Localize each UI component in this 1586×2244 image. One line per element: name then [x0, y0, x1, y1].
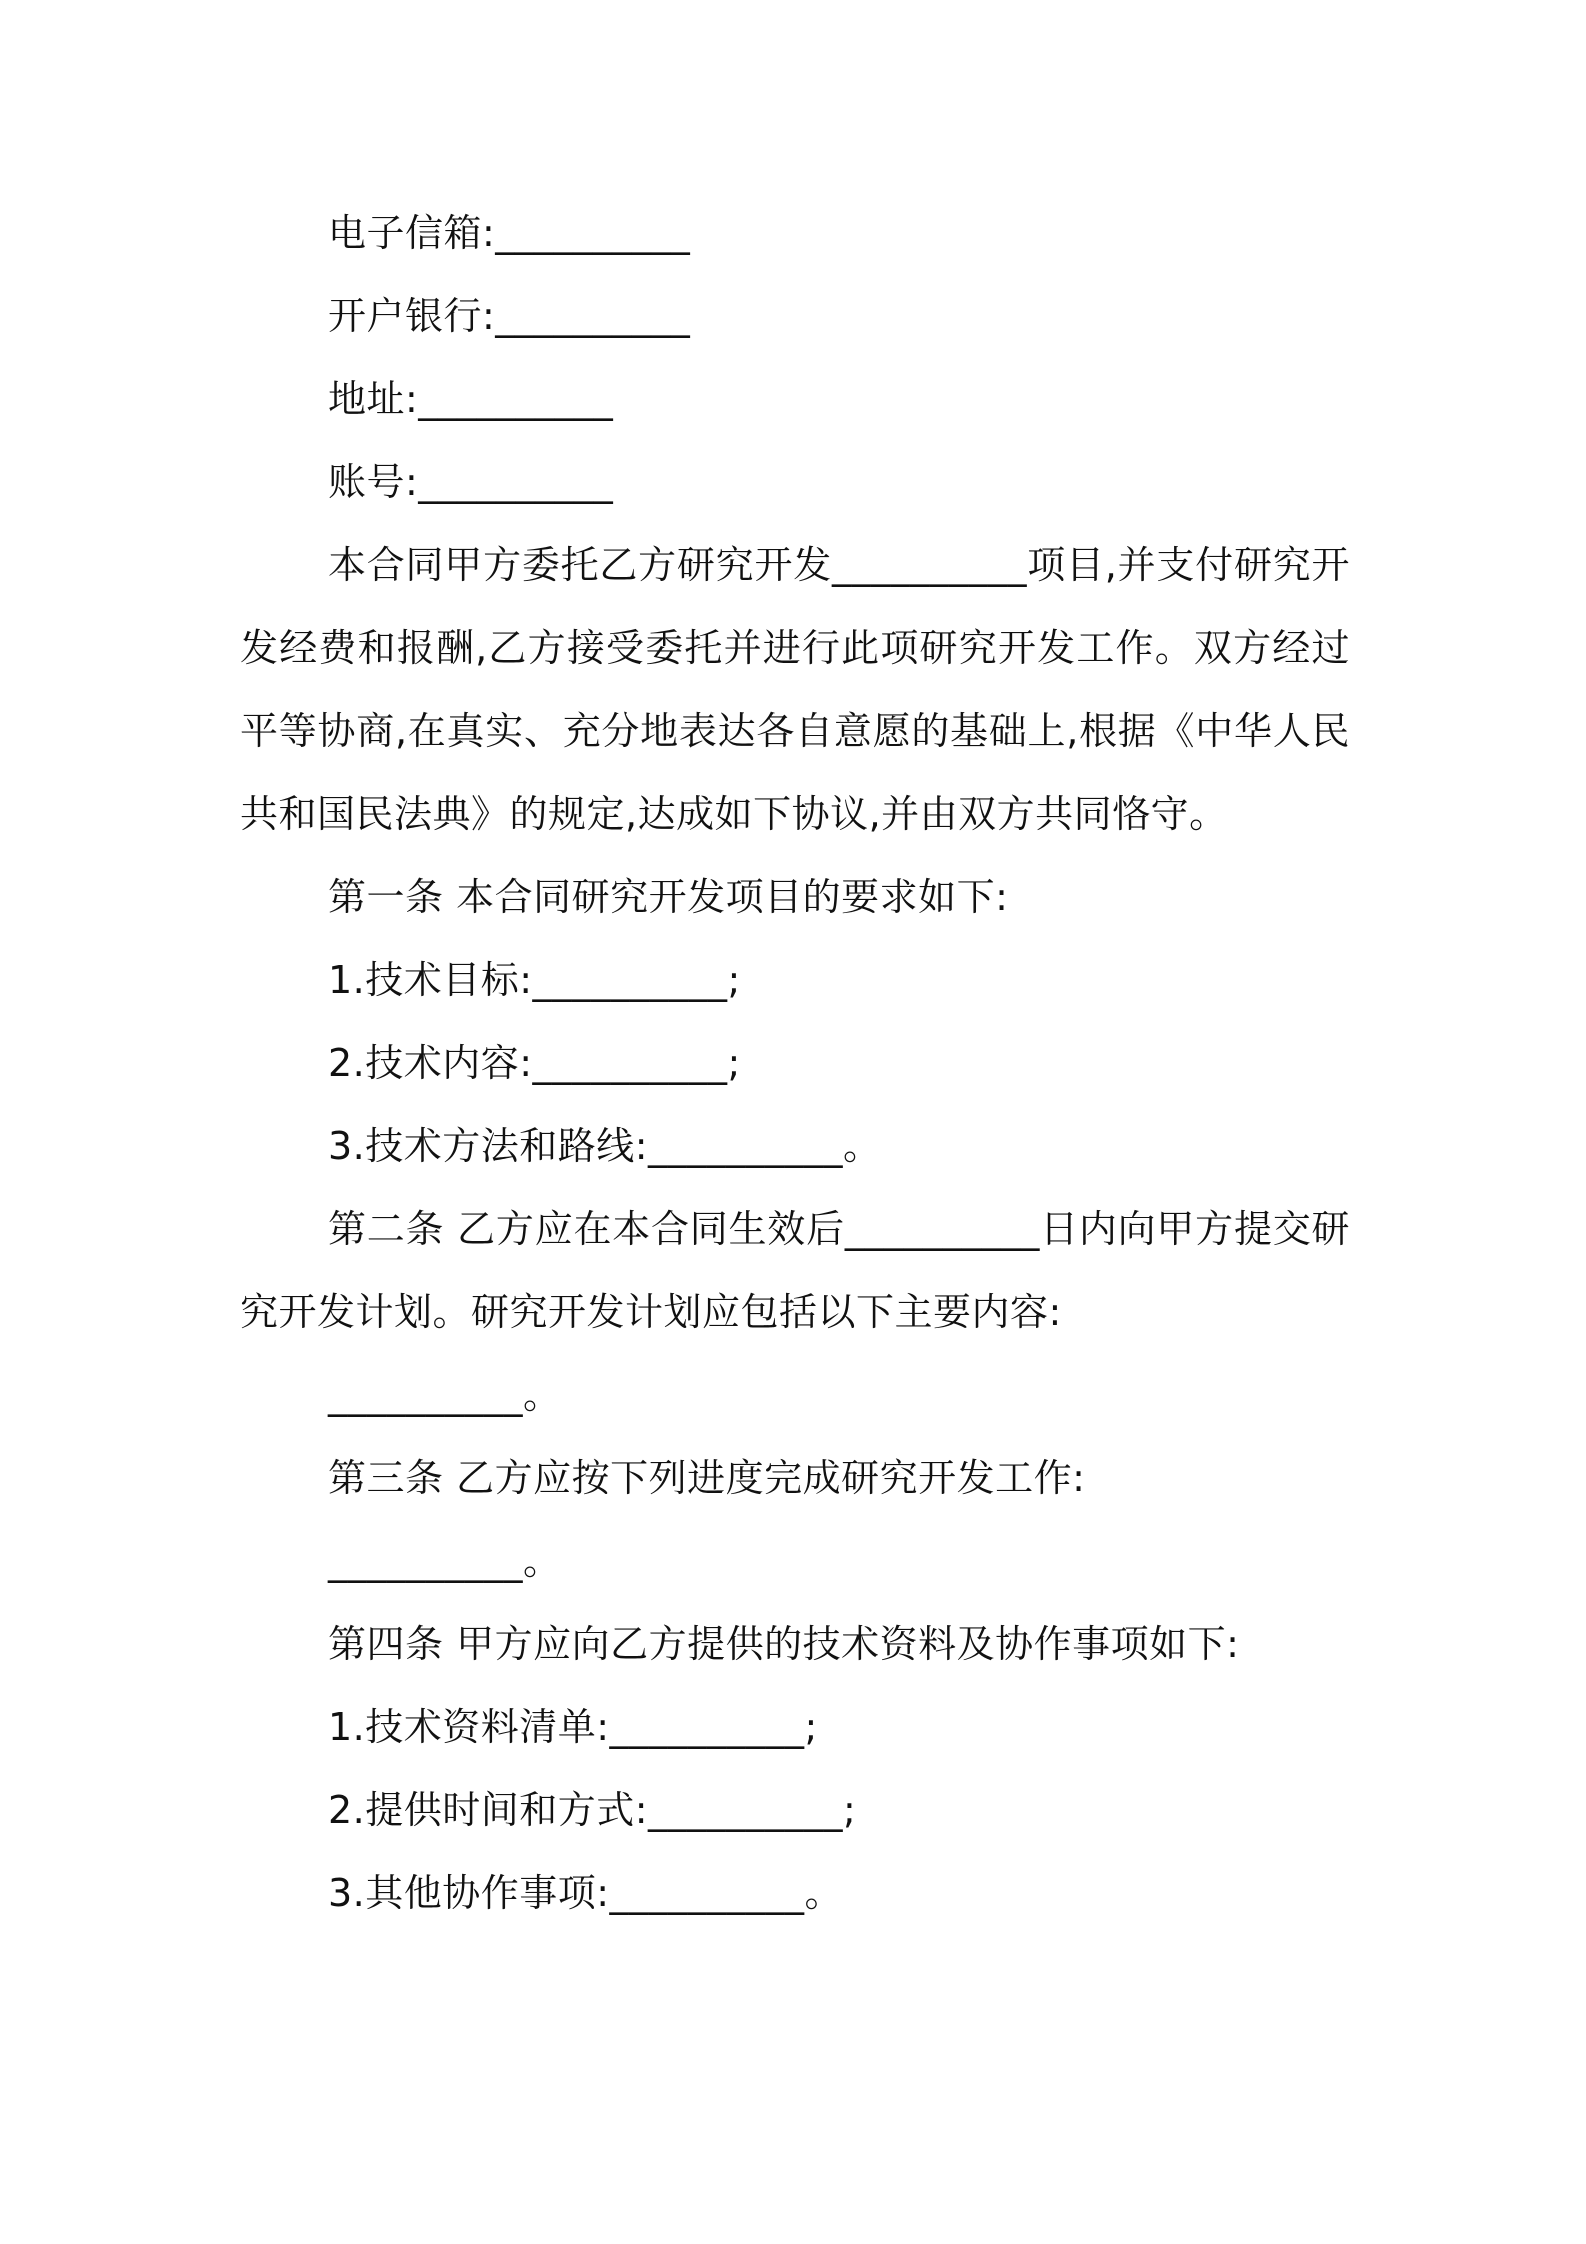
intro-paragraph: 本合同甲方委托乙方研究开发__________项目,并支付研究开发经费和报酬,乙方接受委托并进行此项研究开发工作。双方经过平等协商,在真实、充分地表达各自意愿的基础上,根据《中华人民共和国民法典》的规定,达成如下协议,并由双方共同恪守。 [240, 543, 1350, 836]
article1-item-target: 1.技术目标:__________; [328, 958, 741, 1002]
contract-body [240, 192, 1350, 1935]
account-field-line: 账号:__________ [328, 460, 614, 504]
article1-heading: 第一条 本合同研究开发项目的要求如下: [328, 875, 1009, 919]
article3-blank: __________。 [328, 1539, 562, 1583]
article4-item-time: 2.提供时间和方式:__________; [328, 1788, 857, 1832]
article2-paragraph: 第二条 乙方应在本合同生效后__________日内向甲方提交研究开发计划。研究开发计划应包括以下主要内容: [240, 1207, 1350, 1334]
article4-item-other: 3.其他协作事项:__________。 [328, 1871, 844, 1915]
article1-item-method: 3.技术方法和路线:__________。 [328, 1124, 882, 1168]
article4-heading: 第四条 甲方应向乙方提供的技术资料及协作事项如下: [328, 1622, 1240, 1666]
email-field-line: 电子信箱:__________ [328, 211, 691, 255]
article1-item-content: 2.技术内容:__________; [328, 1041, 741, 1085]
address-field-line: 地址:__________ [328, 377, 614, 421]
article4-item-materials: 1.技术资料清单:__________; [328, 1705, 818, 1749]
bank-field-line: 开户银行:__________ [328, 294, 691, 338]
article2-blank: __________。 [328, 1373, 562, 1417]
article3-heading: 第三条 乙方应按下列进度完成研究开发工作: [328, 1456, 1086, 1500]
